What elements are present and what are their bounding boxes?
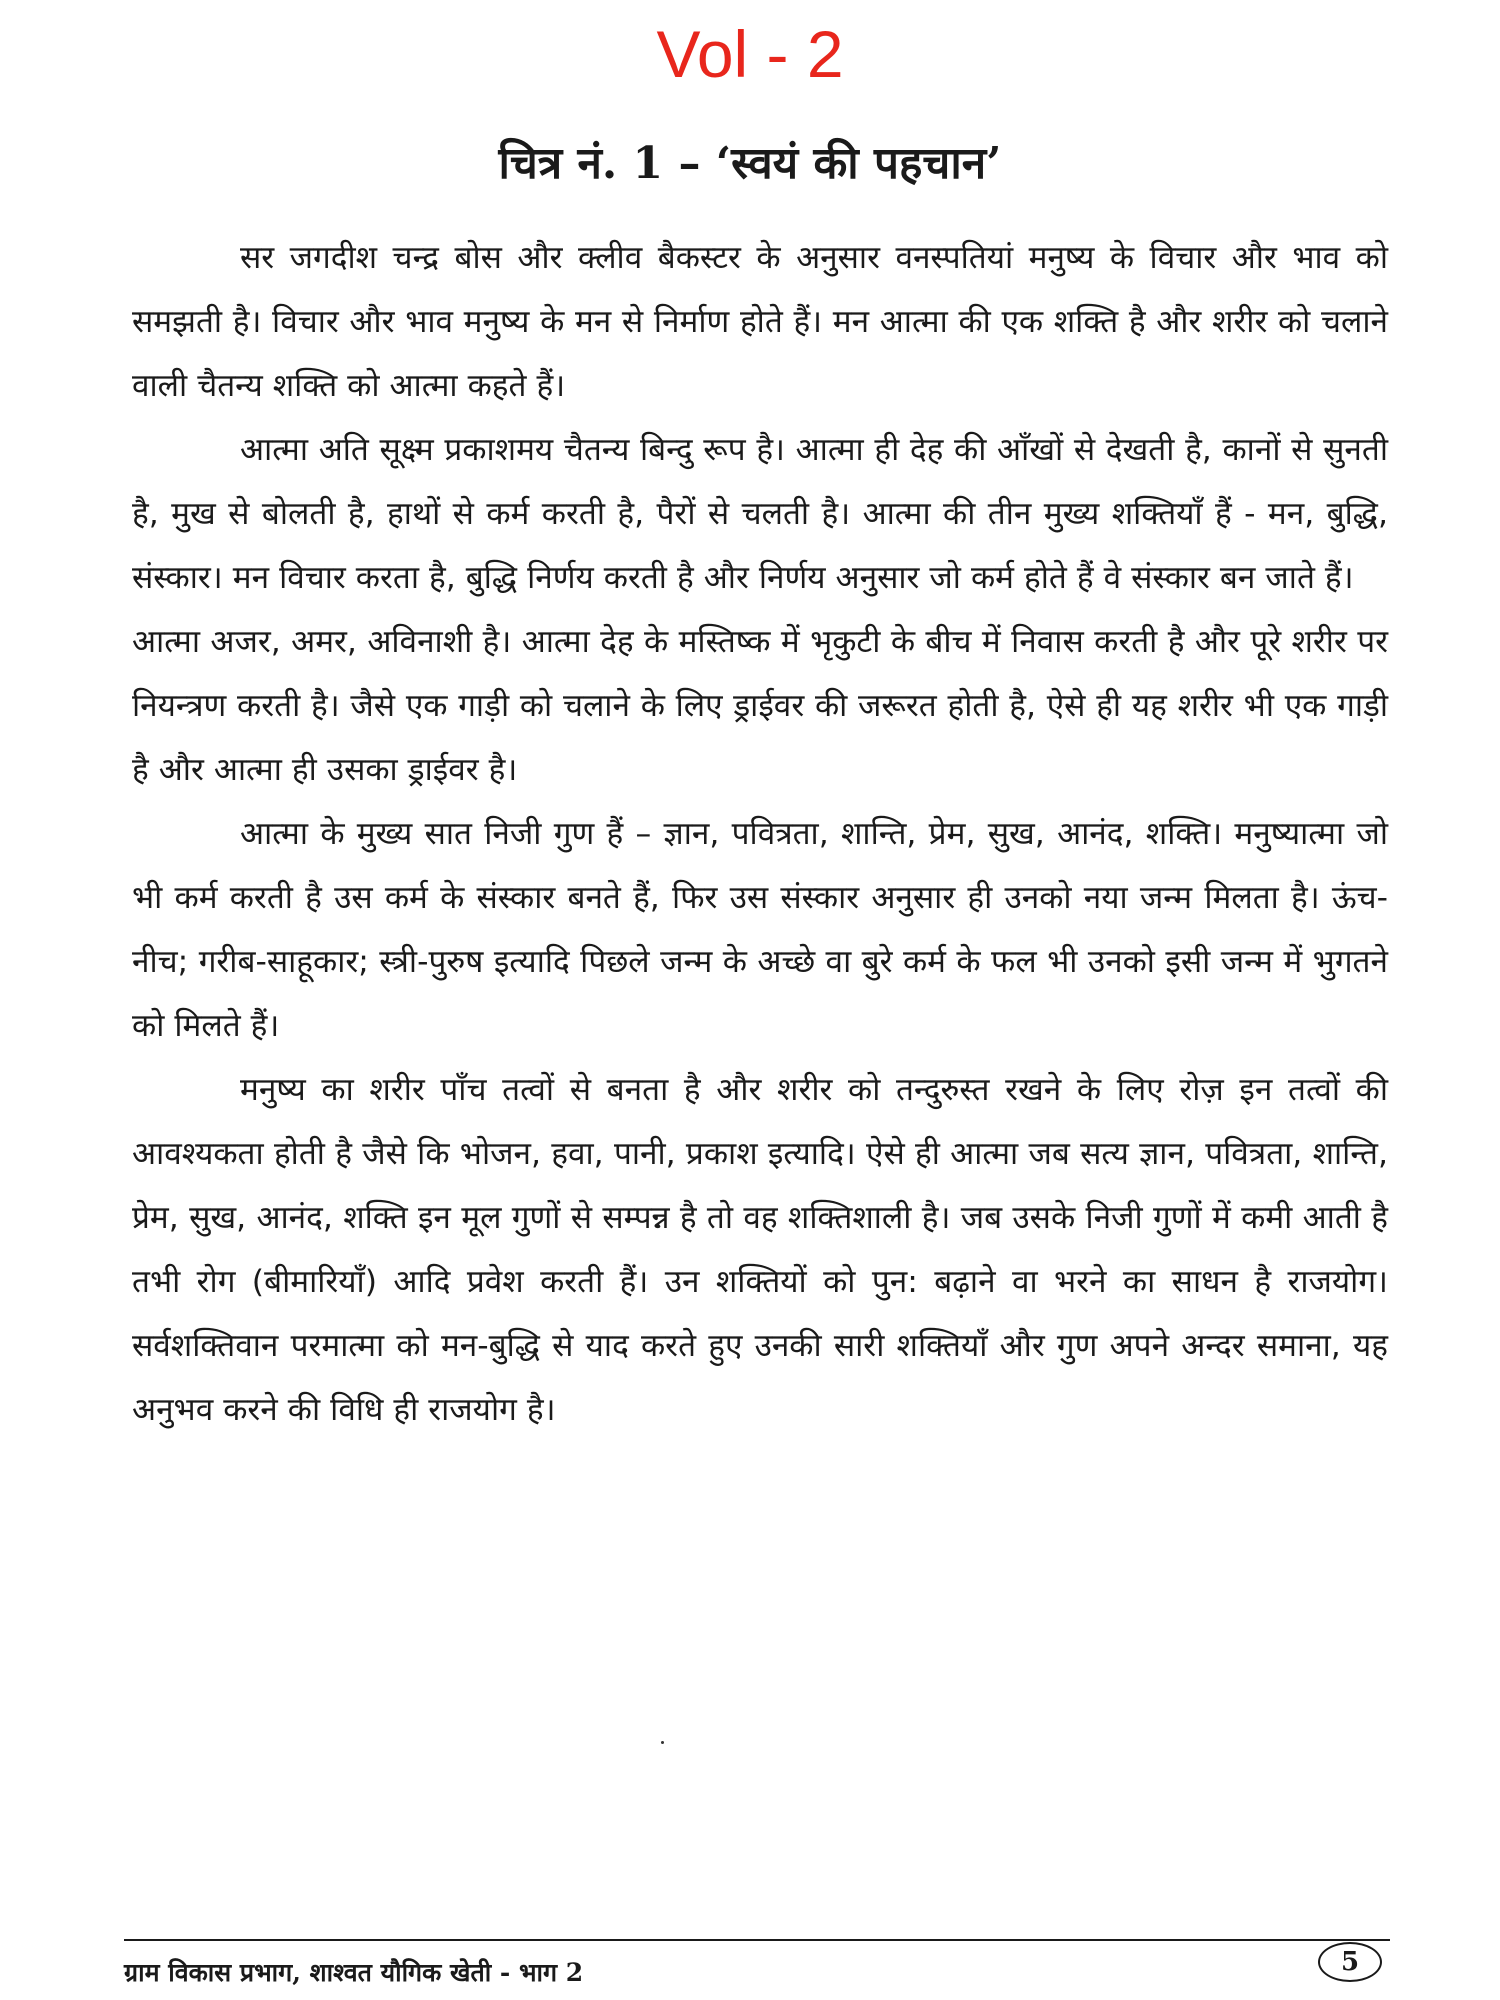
footer-divider (124, 1939, 1390, 1941)
scan-speck (661, 1741, 664, 1744)
paragraph-1: सर जगदीश चन्द्र बोस और क्लीव बैकस्टर के अनुसार वनस्पतियां मनुष्य के विचार और भाव को समझती है। विचार और भाव मनुष्य के मन से निर्माण होते हैं। मन आत्मा की एक शक्ति है और शरीर को चलाने वाली चैतन्य शक्ति को आत्मा कहते हैं। (132, 240, 1388, 404)
paragraph-3: आत्मा अजर, अमर, अविनाशी है। आत्मा देह के मस्तिष्क में भृकुटी के बीच में निवास करती है और पूरे शरीर पर नियन्त्रण करती है। जैसे एक गाड़ी को चलाने के लिए ड्राईवर की जरूरत होती है, ऐसे ही यह शरीर भी एक गाड़ी है और आत्मा ही उसका ड्राईवर है। (132, 624, 1388, 788)
paragraph-5: मनुष्य का शरीर पाँच तत्वों से बनता है और शरीर को तन्दुरुस्त रखने के लिए रोज़ इन तत्वों की आवश्यकता होती है जैसे कि भोजन, हवा, पानी, प्रकाश इत्यादि। ऐसे ही आत्मा जब सत्य ज्ञान, पवित्रता, शान्ति, प्रेम, सुख, आनंद, शक्ति इन मूल गुणों से सम्पन्न है तो वह शक्तिशाली है। जब उसके निजी गुणों में कमी आती है तभी रोग (बीमारियाँ) आदि प्रवेश करती हैं। उन शक्तियों को पुन: बढ़ाने वा भरने का साधन है राजयोग। सर्वशक्तिवान परमात्मा को मन-बुद्धि से याद करते हुए उनकी सारी शक्तियाँ और गुण अपने अन्दर समाना, यह अनुभव करने की विधि ही राजयोग है। (132, 1072, 1388, 1428)
page-title: चित्र नं. 1 – ‘स्वयं की पहचान’ (498, 138, 1002, 189)
paragraph-4: आत्मा के मुख्य सात निजी गुण हैं – ज्ञान, पवित्रता, शान्ति, प्रेम, सुख, आनंद, शक्ति। मनुष्यात्मा जो भी कर्म करती है उस कर्म के संस्कार बनते हैं, फिर उस संस्कार अनुसार ही उनको नया जन्म मिलता है। ऊंच-नीच; गरीब-साहूकार; स्त्री-पुरुष इत्यादि पिछले जन्म के अच्छे वा बुरे कर्म के फल भी उनको इसी जन्म में भुगतने को मिलते हैं। (132, 816, 1388, 1044)
volume-label: Vol - 2 (656, 17, 844, 91)
page-number: 5 (1318, 1942, 1382, 1982)
paragraph-2: आत्मा अति सूक्ष्म प्रकाशमय चैतन्य बिन्दु रूप है। आत्मा ही देह की आँखों से देखती है, कानों से सुनती है, मुख से बोलती है, हाथों से कर्म करती है, पैरों से चलती है। आत्मा की तीन मुख्य शक्तियाँ हैं - मन, बुद्धि, संस्कार। मन विचार करता है, बुद्धि निर्णय करती है और निर्णय अनुसार जो कर्म होते हैं वे संस्कार बन जाते हैं। (132, 432, 1388, 596)
footer-text: ग्राम विकास प्रभाग, शाश्वत यौगिक खेती - भाग 2 (124, 1958, 584, 1987)
body-text (132, 226, 1388, 1442)
